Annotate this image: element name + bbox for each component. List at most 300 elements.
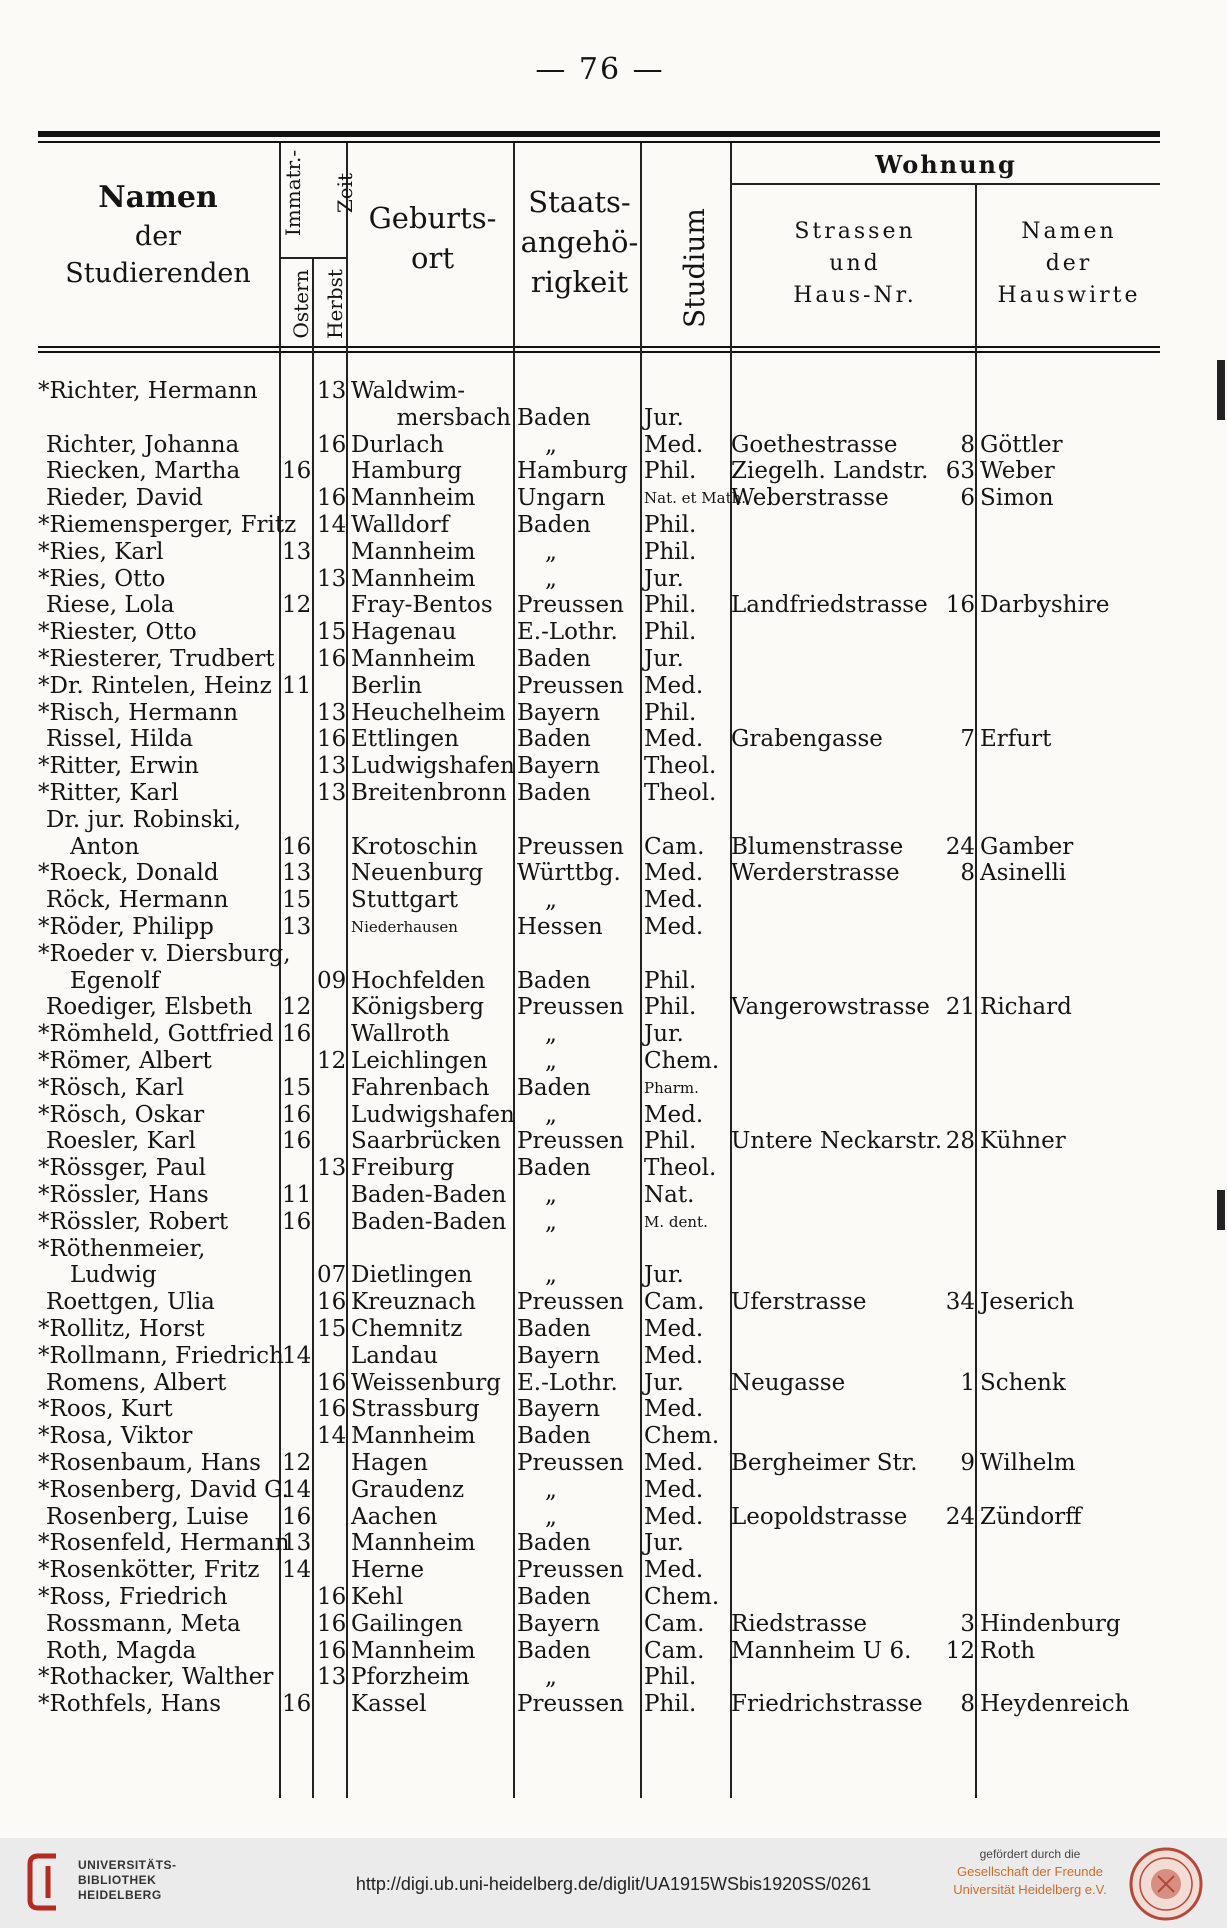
field-of-study: Phil. (644, 592, 697, 619)
header-names (38, 178, 278, 292)
student-name: Dr. jur. Robinski, (46, 806, 242, 833)
immatr-ostern: 16 (282, 1128, 312, 1155)
house-number: 63 (945, 458, 975, 485)
table-row (0, 512, 1227, 539)
table-row (0, 539, 1227, 566)
field-of-study: Cam. (644, 833, 705, 860)
ub-logo-line3: HEIDELBERG (78, 1888, 162, 1902)
table-row (0, 780, 1227, 807)
birthplace: Freiburg (351, 1155, 455, 1182)
street-address: Mannheim U 6. (731, 1637, 912, 1664)
sponsor-line3: Universität Heidelberg e.V. (953, 1882, 1107, 1897)
immatr-ostern: 13 (282, 538, 312, 565)
birthplace: Pforzheim (351, 1664, 470, 1691)
birthplace: Dietlingen (351, 1262, 473, 1289)
nationality: Bayern (517, 699, 601, 726)
field-of-study: Med. (644, 431, 704, 458)
house-number: 28 (945, 1128, 975, 1155)
nationality: Ungarn (517, 485, 606, 512)
source-url-link[interactable]: http://digi.ub.uni-heidelberg.de/diglit/UA1915WSbis1920SS/0261 (355, 1874, 872, 1894)
header-immatr: Immatr.- (281, 149, 305, 237)
student-name: Rissel, Hilda (46, 726, 194, 753)
nationality: „ (545, 431, 557, 458)
header-hauswirte-2: der (1045, 250, 1093, 276)
student-name: *Risch, Hermann (38, 699, 239, 726)
immatr-herbst: 15 (317, 1316, 347, 1342)
field-of-study: Med. (644, 1396, 704, 1423)
field-of-study: Phil. (644, 1128, 697, 1155)
immatr-herbst: 16 (317, 1369, 347, 1396)
birthplace: Baden-Baden (351, 1208, 507, 1235)
immatr-ostern: 16 (282, 1021, 312, 1048)
table-row (0, 1664, 1227, 1691)
header-hauswirte-3: Hauswirte (997, 282, 1141, 308)
immatr-herbst: 16 (317, 1396, 347, 1423)
field-of-study: Nat. et Math. (644, 489, 747, 508)
nationality: Baden (517, 512, 591, 538)
field-of-study: Phil. (644, 699, 697, 726)
nationality: „ (545, 887, 557, 914)
birthplace: Heuchelheim (351, 699, 506, 726)
immatr-ostern: 14 (282, 1557, 312, 1584)
header-strassen-2: und (829, 250, 881, 276)
header-staat-3: rigkeit (530, 265, 629, 300)
table-row (0, 1557, 1227, 1584)
birthplace: Ettlingen (351, 726, 459, 753)
field-of-study: Theol. (644, 1155, 717, 1182)
house-number: 8 (960, 431, 975, 458)
immatr-herbst: 09 (317, 967, 347, 994)
house-number: 24 (945, 1503, 975, 1530)
header-herbst: Herbst (323, 269, 347, 339)
header-geburtsort (350, 198, 515, 278)
landlord-name: Göttler (980, 431, 1063, 458)
student-name: *Rothacker, Walther (38, 1664, 274, 1691)
nationality: „ (545, 1208, 557, 1235)
student-name: Ludwig (70, 1262, 157, 1289)
immatr-ostern: 11 (282, 672, 312, 699)
student-name: *Richter, Hermann (38, 378, 258, 404)
birthplace: mersbach (396, 404, 511, 431)
student-name: Roesler, Karl (46, 1128, 196, 1155)
field-of-study: Med. (644, 1342, 704, 1369)
header-hauswirte (979, 216, 1159, 312)
student-name: *Ries, Karl (38, 538, 164, 565)
nationality: Baden (517, 404, 591, 431)
nationality: Preussen (517, 1450, 624, 1476)
nationality: „ (545, 1664, 557, 1691)
house-number: 8 (960, 1691, 975, 1718)
header-names-sub: Studierenden (65, 257, 251, 289)
house-number: 34 (945, 1289, 975, 1316)
student-name: *Riester, Otto (38, 619, 197, 646)
birthplace: Niederhausen (351, 918, 458, 936)
student-name: Röck, Hermann (46, 887, 229, 914)
student-name: Roediger, Elsbeth (46, 994, 253, 1021)
landlord-name: Wilhelm (980, 1450, 1076, 1476)
birthplace: Breitenbronn (351, 780, 507, 806)
birthplace: Hochfelden (351, 967, 486, 994)
library-footer (0, 1838, 1227, 1928)
landlord-name: Heydenreich (980, 1691, 1130, 1718)
student-name: *Roos, Kurt (38, 1396, 173, 1423)
immatr-ostern: 16 (282, 833, 312, 860)
birthplace: Landau (351, 1342, 439, 1369)
birthplace: Durlach (351, 431, 445, 458)
birthplace: Chemnitz (351, 1316, 463, 1342)
nationality: Württbg. (517, 860, 621, 887)
nationality: E.-Lothr. (517, 1369, 618, 1396)
student-name: *Rosa, Viktor (38, 1423, 193, 1450)
landlord-name: Erfurt (980, 726, 1052, 753)
nationality: „ (545, 1476, 557, 1503)
field-of-study: Chem. (644, 1423, 720, 1450)
student-name: Rieder, David (46, 485, 203, 512)
field-of-study: Pharm. (644, 1078, 699, 1097)
table-row (0, 1021, 1227, 1048)
header-zeit: Zeit (333, 172, 357, 214)
birthplace: Hagen (351, 1450, 428, 1476)
header-rule-2 (38, 351, 1160, 353)
table-row (0, 458, 1227, 485)
immatr-herbst: 16 (317, 1289, 347, 1316)
table-row (0, 1584, 1227, 1611)
immatr-ostern: 12 (282, 994, 312, 1021)
student-name: Egenolf (70, 967, 160, 994)
birthplace: Berlin (351, 672, 423, 699)
immatr-ostern: 14 (282, 1342, 312, 1369)
field-of-study: Jur. (644, 1021, 684, 1048)
immatr-ostern: 16 (282, 1503, 312, 1530)
immatr-herbst: 16 (317, 1610, 347, 1637)
birthplace: Mannheim (351, 538, 476, 565)
table-row (0, 834, 1227, 861)
table-row (0, 1262, 1227, 1289)
student-name: Rosenberg, Luise (46, 1503, 249, 1530)
sponsor-line2: Gesellschaft der Freunde (957, 1864, 1103, 1879)
landlord-name: Richard (980, 994, 1072, 1021)
landlord-name: Roth (980, 1637, 1036, 1664)
field-of-study: Cam. (644, 1637, 705, 1664)
immatr-ostern: 11 (282, 1182, 312, 1208)
student-name: *Rosenbaum, Hans (38, 1450, 261, 1476)
birthplace: Hagenau (351, 619, 457, 646)
field-of-study: Phil. (644, 967, 697, 994)
student-name: Riecken, Martha (46, 458, 241, 485)
nationality: Baden (517, 1155, 591, 1182)
student-name: *Römheld, Gottfried (38, 1021, 274, 1048)
ub-logo-line1: UNIVERSITÄTS- (78, 1858, 177, 1872)
house-number: 7 (960, 726, 975, 753)
landlord-name: Weber (980, 458, 1055, 485)
table-row (0, 726, 1227, 753)
field-of-study: Jur. (644, 1262, 684, 1289)
student-name: *Rosenkötter, Fritz (38, 1557, 260, 1584)
nationality: Baden (517, 1316, 591, 1342)
header-rule (38, 346, 1160, 348)
student-name: *Rollmann, Friedrich (38, 1342, 284, 1369)
student-name: *Roeder v. Diersburg, (38, 940, 291, 967)
student-name: Richter, Johanna (46, 431, 240, 458)
header-strassen-1: Strassen (794, 219, 916, 244)
table-row (0, 1611, 1227, 1638)
house-number: 8 (960, 860, 975, 887)
house-number: 9 (960, 1450, 975, 1476)
header-strassen (733, 216, 977, 312)
top-rule-thick (38, 131, 1160, 137)
table-row (0, 1530, 1227, 1557)
table-row (0, 941, 1227, 968)
table-row (0, 860, 1227, 887)
field-of-study: Cam. (644, 1289, 705, 1316)
landlord-name: Kühner (980, 1128, 1066, 1155)
landlord-name: Schenk (980, 1369, 1066, 1396)
landlord-name: Hindenburg (980, 1610, 1121, 1637)
street-address: Goethestrasse (731, 431, 898, 458)
field-of-study: Theol. (644, 753, 717, 780)
field-of-study: Med. (644, 1557, 704, 1584)
table-row (0, 1236, 1227, 1263)
birthplace: Mannheim (351, 1423, 476, 1450)
immatr-herbst: 13 (317, 780, 347, 806)
street-address: Friedrichstrasse (731, 1691, 923, 1718)
immatr-herbst: 13 (317, 1155, 347, 1182)
table-row (0, 1691, 1227, 1718)
field-of-study: Med. (644, 1476, 704, 1503)
birthplace: Kehl (351, 1584, 404, 1610)
table-row (0, 1370, 1227, 1397)
birthplace: Hamburg (351, 458, 462, 485)
page-number: — 76 — (535, 52, 665, 87)
sponsor-line1: gefördert durch die (979, 1847, 1081, 1861)
street-address: Werderstrasse (731, 860, 900, 887)
table-row (0, 968, 1227, 995)
birthplace: Saarbrücken (351, 1128, 501, 1155)
student-name: *Römer, Albert (38, 1048, 212, 1074)
field-of-study: Phil. (644, 994, 697, 1021)
table-row (0, 405, 1227, 432)
house-number: 24 (945, 833, 975, 860)
immatr-herbst: 12 (317, 1048, 347, 1074)
birthplace: Mannheim (351, 1637, 476, 1664)
field-of-study: Phil. (644, 1691, 697, 1718)
birthplace: Mannheim (351, 646, 476, 672)
sponsor-text (940, 1846, 1120, 1899)
immatr-ostern: 16 (282, 1101, 312, 1128)
table-row (0, 994, 1227, 1021)
table-row (0, 432, 1227, 459)
table-row (0, 1316, 1227, 1343)
immatr-ostern: 13 (282, 860, 312, 887)
table-row (0, 753, 1227, 780)
nationality: „ (545, 565, 557, 592)
field-of-study: Med. (644, 1450, 704, 1476)
field-of-study: Theol. (644, 780, 717, 806)
header-names-der: der (134, 220, 182, 252)
nationality: Bayern (517, 1342, 601, 1369)
student-name: *Rössger, Paul (38, 1155, 207, 1182)
nationality: Baden (517, 1530, 591, 1557)
student-name: Riese, Lola (46, 592, 175, 619)
immatr-herbst: 16 (317, 726, 347, 753)
field-of-study: Med. (644, 887, 704, 914)
birthplace: Strassburg (351, 1396, 480, 1423)
student-name: *Rösch, Karl (38, 1074, 185, 1101)
nationality: „ (545, 538, 557, 565)
field-of-study: Jur. (644, 1369, 684, 1396)
street-address: Grabengasse (731, 726, 883, 753)
field-of-study: Med. (644, 914, 704, 940)
student-name: *Rössler, Robert (38, 1208, 229, 1235)
immatr-herbst: 14 (317, 1423, 347, 1450)
immatr-herbst: 13 (317, 753, 347, 780)
student-name: *Rollitz, Horst (38, 1316, 205, 1342)
landlord-name: Gamber (980, 833, 1074, 860)
street-address: Vangerowstrasse (731, 994, 930, 1021)
table-row (0, 1638, 1227, 1665)
birthplace: Graudenz (351, 1476, 465, 1503)
field-of-study: Cam. (644, 1610, 705, 1637)
table-row (0, 1075, 1227, 1102)
field-of-study: Med. (644, 672, 704, 699)
immatr-herbst: 16 (317, 431, 347, 458)
immatr-herbst: 13 (317, 699, 347, 726)
field-of-study: Med. (644, 726, 704, 753)
student-name: *Dr. Rintelen, Heinz (38, 672, 272, 699)
student-name: *Rothfels, Hans (38, 1691, 222, 1718)
nationality: E.-Lothr. (517, 619, 618, 646)
street-address: Bergheimer Str. (731, 1450, 918, 1476)
table-row (0, 700, 1227, 727)
student-name: *Rössler, Hans (38, 1182, 209, 1208)
nationality: Baden (517, 726, 591, 753)
street-address: Riedstrasse (731, 1610, 867, 1637)
field-of-study: Phil. (644, 1664, 697, 1691)
birthplace: Mannheim (351, 1530, 476, 1557)
university-seal-icon (1128, 1846, 1204, 1922)
immatr-ostern: 13 (282, 914, 312, 940)
immatr-ostern: 16 (282, 1691, 312, 1718)
table-row (0, 887, 1227, 914)
field-of-study: Phil. (644, 619, 697, 646)
birthplace: Fray-Bentos (351, 592, 493, 619)
field-of-study: Chem. (644, 1048, 720, 1074)
birthplace: Fahrenbach (351, 1074, 490, 1101)
header-strassen-3: Haus-Nr. (793, 282, 917, 308)
ub-logo-line2: BIBLIOTHEK (78, 1873, 157, 1887)
nationality: Preussen (517, 994, 624, 1021)
student-name: *Rosenfeld, Hermann (38, 1530, 290, 1557)
birthplace: Leichlingen (351, 1048, 488, 1074)
field-of-study: Jur. (644, 565, 684, 592)
birthplace: Weissenburg (351, 1369, 502, 1396)
landlord-name: Simon (980, 485, 1054, 512)
birthplace: Kreuznach (351, 1289, 476, 1316)
immatr-ostern: 12 (282, 1450, 312, 1476)
table-row (0, 1128, 1227, 1155)
field-of-study: Jur. (644, 1530, 684, 1557)
birthplace: Gailingen (351, 1610, 464, 1637)
immatr-herbst: 15 (317, 619, 347, 646)
street-address: Ziegelh. Landstr. (731, 458, 929, 485)
field-of-study: Phil. (644, 458, 697, 485)
nationality: „ (545, 1048, 557, 1074)
birthplace: Ludwigshafen (351, 753, 515, 780)
birthplace: Krotoschin (351, 833, 478, 860)
nationality: Preussen (517, 592, 624, 619)
immatr-herbst: 16 (317, 1584, 347, 1610)
field-of-study: Jur. (644, 404, 684, 431)
nationality: Bayern (517, 1396, 601, 1423)
nationality: Baden (517, 1637, 591, 1664)
header-names-title: Namen (98, 180, 218, 215)
table-row (0, 646, 1227, 673)
scan-edge-mark (1217, 360, 1225, 420)
table-row (0, 566, 1227, 593)
house-number: 3 (960, 1610, 975, 1637)
street-address: Uferstrasse (731, 1289, 867, 1316)
street-address: Neugasse (731, 1369, 846, 1396)
immatr-herbst: 13 (317, 378, 347, 404)
table-row (0, 619, 1227, 646)
house-number: 21 (945, 994, 975, 1021)
landlord-name: Darbyshire (980, 592, 1110, 619)
student-name: *Rosenberg, David G. (38, 1476, 289, 1503)
table-row (0, 1423, 1227, 1450)
nationality: „ (545, 1101, 557, 1128)
student-name: *Ritter, Erwin (38, 753, 199, 780)
immatr-herbst: 13 (317, 1664, 347, 1691)
field-of-study: M. dent. (644, 1212, 708, 1231)
birthplace: Mannheim (351, 565, 476, 592)
table-row (0, 1450, 1227, 1477)
student-name: *Röthenmeier, (38, 1235, 206, 1262)
header-geburtsort-1: Geburts- (368, 201, 497, 235)
table-row (0, 1048, 1227, 1075)
nationality: Baden (517, 1074, 591, 1101)
immatr-herbst: 14 (317, 512, 347, 538)
table-row (0, 1343, 1227, 1370)
student-name: *Riesterer, Trudbert (38, 646, 275, 672)
birthplace: Herne (351, 1557, 425, 1584)
nationality: Baden (517, 1584, 591, 1610)
nationality: Baden (517, 1423, 591, 1450)
nationality: Preussen (517, 833, 624, 860)
student-name: Roettgen, Ulia (46, 1289, 215, 1316)
top-rule-thin (38, 141, 1160, 143)
nationality: Preussen (517, 1128, 624, 1155)
table-row (0, 1289, 1227, 1316)
nationality: „ (545, 1503, 557, 1530)
birthplace: Waldwim- (351, 378, 466, 404)
field-of-study: Med. (644, 1503, 704, 1530)
landlord-name: Asinelli (980, 860, 1067, 887)
immatr-ostern: 13 (282, 1530, 312, 1557)
header-geburtsort-2: ort (411, 241, 454, 276)
immatr-ostern: 16 (282, 458, 312, 485)
birthplace: Wallroth (351, 1021, 450, 1048)
nationality: Hessen (517, 914, 603, 940)
student-name: *Roeck, Donald (38, 860, 219, 887)
table-row (0, 485, 1227, 512)
birthplace: Ludwigshafen (351, 1101, 515, 1128)
table-row (0, 807, 1227, 834)
nationality: „ (545, 1021, 557, 1048)
birthplace: Aachen (351, 1503, 438, 1530)
nationality: Preussen (517, 672, 624, 699)
table-row (0, 1396, 1227, 1423)
immatr-divider (279, 257, 346, 259)
